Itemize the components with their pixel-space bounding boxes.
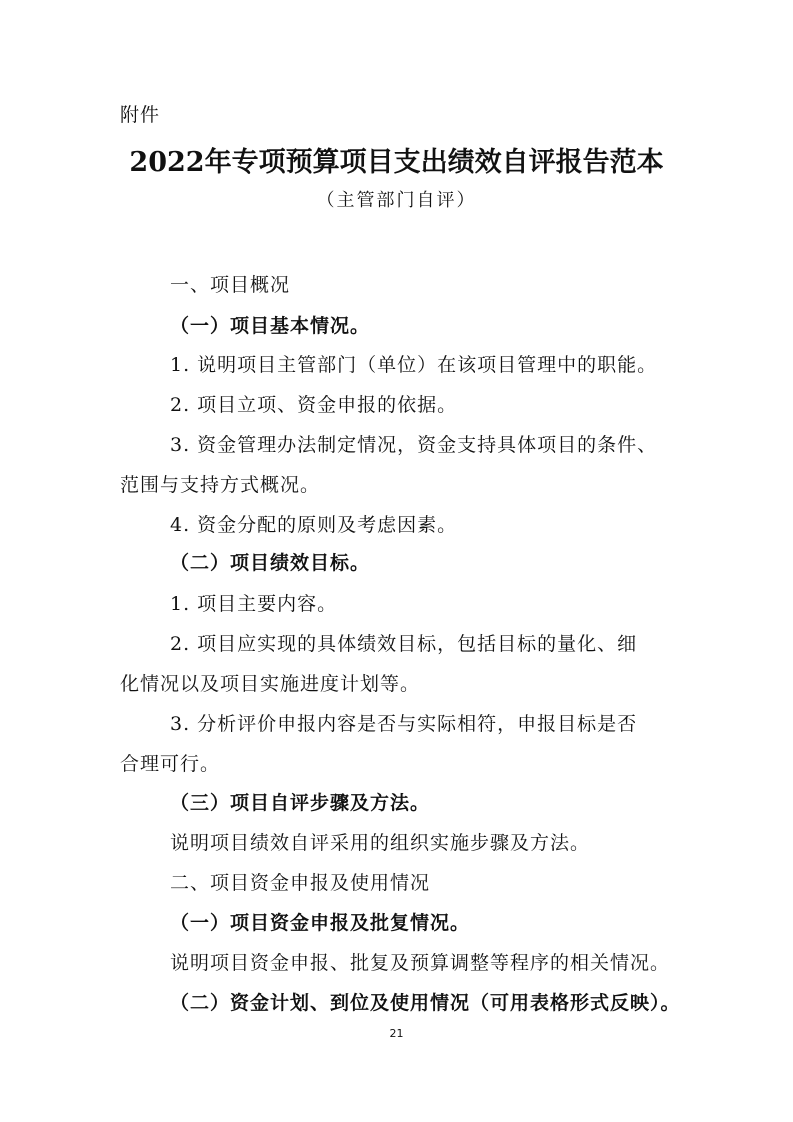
subsection-heading-1-3: （三）项目自评步骤及方法。 [170,792,431,814]
paragraph: 2. 项目应实现的具体绩效目标，包括目标的量化、细 [170,633,638,655]
section-heading-2: 二、项目资金申报及使用情况 [170,872,431,894]
section-heading-1: 一、项目概况 [170,274,291,296]
document-title: 2022年专项预算项目支出绩效自评报告范本 [129,147,664,178]
paragraph: 说明项目资金申报、批复及预算调整等程序的相关情况。 [170,952,671,974]
paragraph: 1. 说明项目主管部门（单位）在该项目管理中的职能。 [170,354,658,376]
paragraph-continuation: 范围与支持方式概况。 [120,474,321,496]
page-number: 21 [389,1027,404,1040]
subsection-heading-1-2: （二）项目绩效目标。 [170,552,371,574]
subsection-heading-2-2: （二）资金计划、到位及使用情况（可用表格形式反映）。 [170,992,681,1014]
paragraph: 2. 项目立项、资金申报的依据。 [170,394,458,416]
document-subtitle: （主管部门自评） [316,190,477,211]
paragraph: 1. 项目主要内容。 [170,593,338,615]
paragraph: 4. 资金分配的原则及考虑因素。 [170,514,458,536]
attachment-label: 附件 [120,104,161,126]
paragraph: 3. 分析评价申报内容是否与实际相符，申报目标是否 [170,713,638,735]
paragraph-continuation: 合理可行。 [120,753,221,775]
paragraph: 说明项目绩效自评采用的组织实施步骤及方法。 [170,832,591,854]
paragraph-continuation: 化情况以及项目实施进度计划等。 [120,673,421,695]
subsection-heading-2-1: （一）项目资金申报及批复情况。 [170,912,471,934]
paragraph: 3. 资金管理办法制定情况，资金支持具体项目的条件、 [170,434,658,456]
subsection-heading-1-1: （一）项目基本情况。 [170,315,371,337]
